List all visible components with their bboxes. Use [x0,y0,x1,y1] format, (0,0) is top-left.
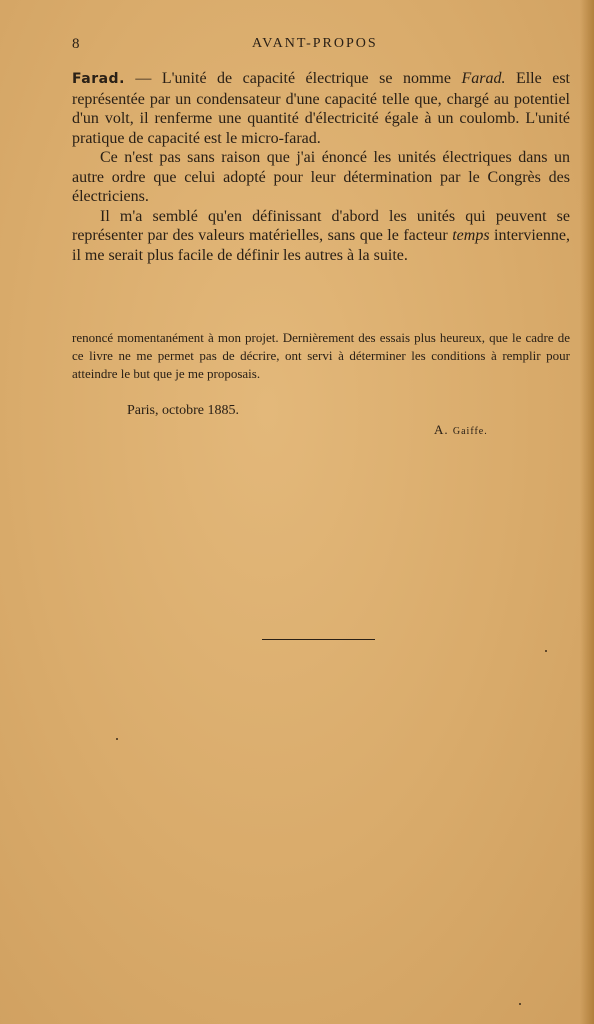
signature-name: Gaiffe. [452,426,488,437]
page-edge-shadow [580,0,594,1024]
farad-term: Farad. [72,71,125,87]
paragraph-farad [72,69,570,148]
author-signature [434,422,488,438]
page-number: 8 [72,36,80,52]
paper-speck [545,650,547,652]
running-title: AVANT-PROPOS [252,36,378,51]
definition-text-b: intervienne, il me serait plus facile de définir les autres à la suite. [72,227,571,264]
main-text [72,69,570,265]
paragraph-definition [72,207,570,266]
farad-italic-term: Farad. [461,70,506,87]
paper-speck [116,738,118,740]
paragraph-order: Ce n'est pas sans raison que j'ai énoncé les unités électriques dans un autre ordre que celui adopté pour leur détermination par le Congrès des électriciens. [72,149,570,205]
footnote-continuation: renoncé momentanément à mon projet. Dernièrement des essais plus heureux, que le cadre de ce livre ne me permet pas de décrire, ont servi à déterminer les conditions à remplir pour atteindre le but que je me proposais. [72,330,570,381]
farad-text-b: Elle est représentée par un condensateur d'une capacité telle que, chargé au potentiel d'un volt, il renferme une quantité d'électricité égale à un coulomb. L'unité pratique de capacité est le micro-farad. [72,70,570,147]
definition-italic: temps [452,227,490,244]
dateline: Paris, octobre 1885. [127,403,239,418]
definition-text-a: Il m'a semblé qu'en définissant d'abord les unités qui peuvent se représenter par des valeurs matérielles, sans que le facteur [72,207,570,244]
end-rule [262,639,375,640]
page-header [72,36,570,56]
paper-speck [519,1003,521,1005]
signature-initial: A. [434,422,449,437]
farad-text-a: — L'unité de capacité électrique se nomme [124,70,462,87]
